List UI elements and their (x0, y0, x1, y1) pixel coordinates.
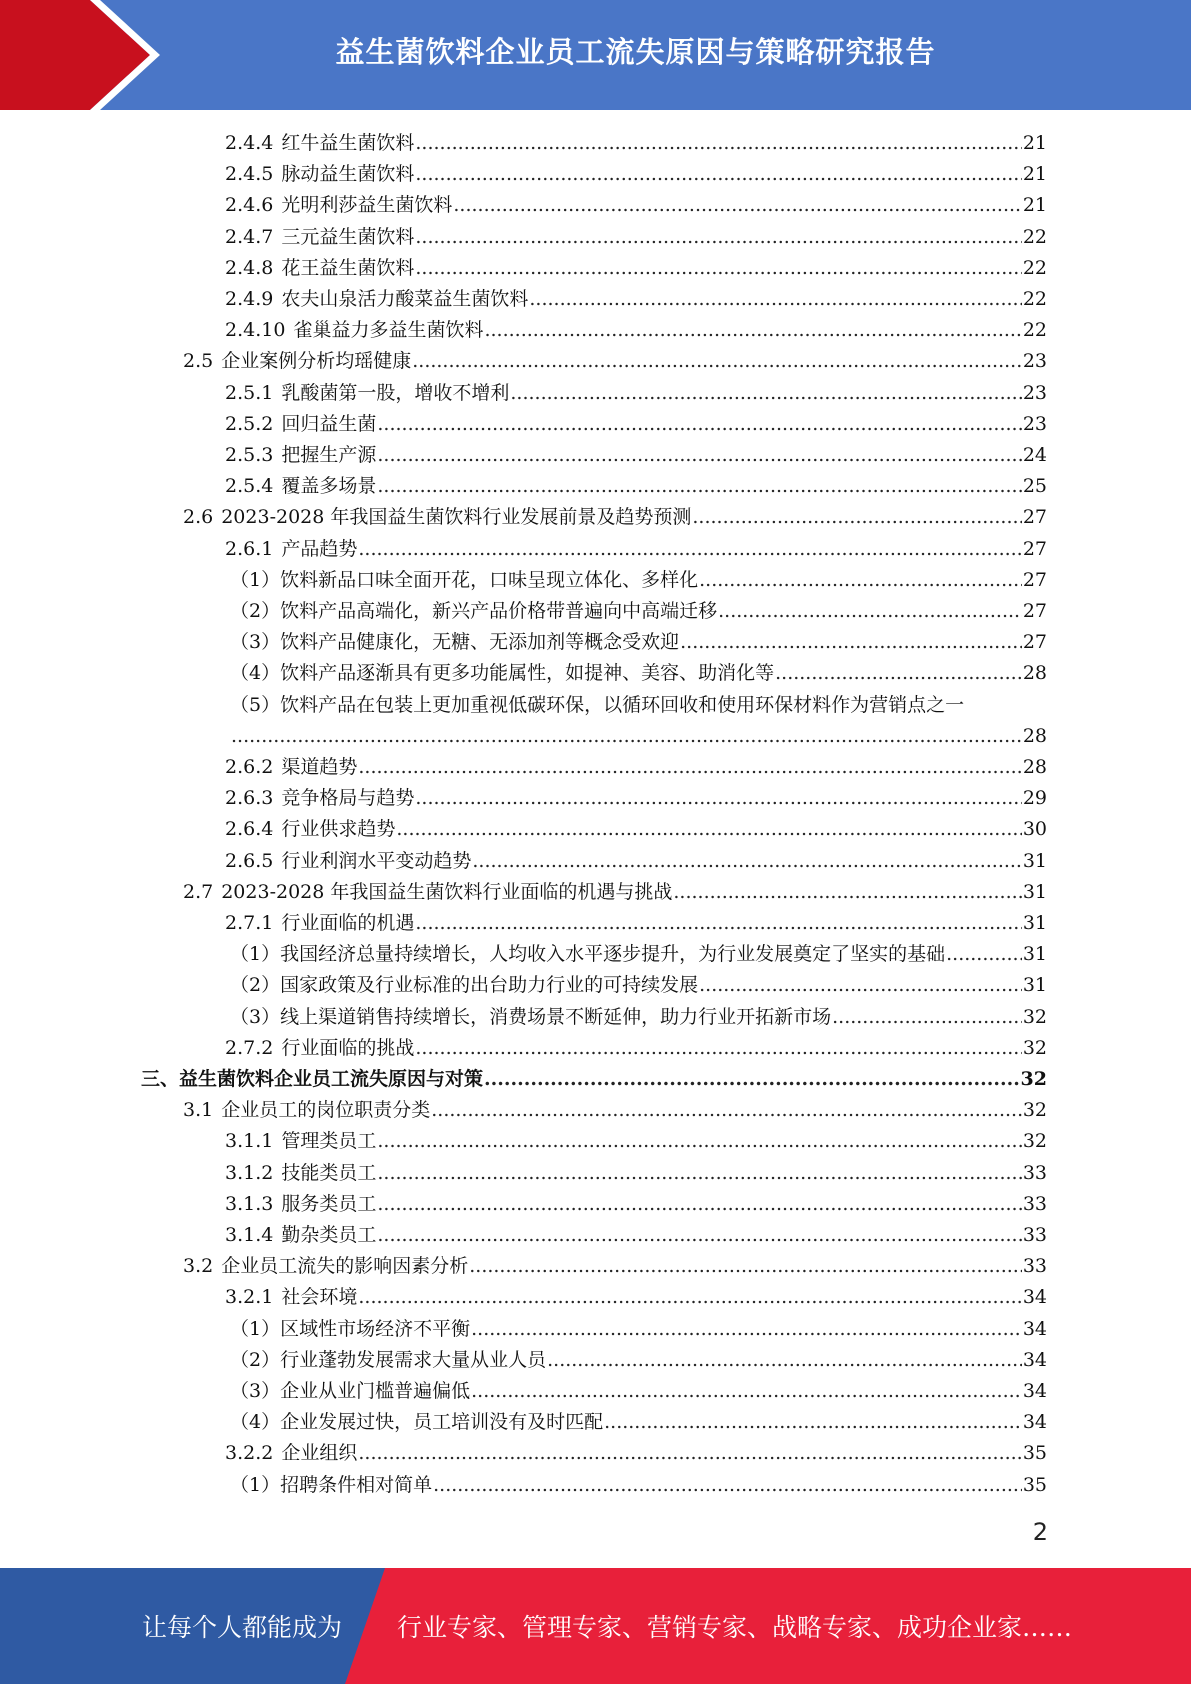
toc-entry[interactable] (0, 876, 1191, 907)
toc-entry-number: （2） (230, 600, 281, 622)
toc-entry-label: 饮料产品在包装上更加重视低碳环保，以循环回收和使用环保材料作为营销点之一 (280, 693, 965, 716)
toc-entry-number: 2.6.4 (225, 818, 274, 841)
toc-entry-label: 回归益生菌 (281, 412, 377, 435)
toc-entry-number: 3.2.1 (225, 1286, 274, 1309)
toc-entry-page: 28 (1022, 724, 1047, 747)
toc-dot-leader (358, 538, 1021, 560)
toc-entry-page: 35 (1022, 1473, 1047, 1496)
toc-entry[interactable] (0, 782, 1191, 813)
toc-entry-label: 技能类员工 (281, 1161, 377, 1184)
toc-entry-number: （4） (230, 662, 281, 685)
toc-entry-number: 2.7.1 (225, 912, 274, 934)
toc-entry[interactable] (0, 626, 1191, 657)
toc-dot-leader (377, 1193, 1021, 1215)
toc-dot-leader (358, 756, 1021, 778)
toc-entry-number: 三、 (141, 1068, 180, 1090)
toc-entry-page: 33 (1022, 1255, 1047, 1278)
toc-dot-leader (415, 163, 1021, 185)
toc-entry-number: 2.6.2 (225, 756, 274, 778)
toc-entry[interactable] (0, 127, 1191, 158)
toc-entry-number: 2.5 (183, 350, 214, 373)
toc-dot-leader (415, 787, 1021, 809)
toc-dot-leader (692, 506, 1021, 528)
toc-entry-label: 行业利润水平变动趋势 (281, 849, 472, 872)
toc-entry[interactable] (0, 1375, 1191, 1406)
toc-entry-number: 3.1.3 (225, 1192, 274, 1215)
toc-entry[interactable] (0, 283, 1191, 314)
page-number: 2 (1032, 1518, 1048, 1546)
footer-slogan: 让每个人都能成为 (142, 1613, 343, 1642)
toc-entry-page: 33 (1022, 1161, 1047, 1184)
toc-entry-label: 勤杂类员工 (281, 1224, 377, 1246)
footer-tagline: 行业专家、管理专家、营销专家、战略专家、成功企业家…… (397, 1613, 1073, 1642)
toc-entry-label: 2023-2028 年我国益生菌饮料行业面临的机遇与挑战 (221, 880, 673, 903)
toc-entry-page: 23 (1022, 350, 1047, 373)
toc-entry-label: 企业发展过快，员工培训没有及时匹配 (280, 1411, 604, 1434)
toc-entry[interactable] (0, 1032, 1191, 1063)
toc-entry-label: 企业组织 (281, 1442, 358, 1465)
toc-entry-number: 2.5.2 (225, 412, 274, 435)
toc-dot-leader (377, 1130, 1021, 1152)
toc-entry[interactable] (0, 221, 1191, 252)
toc-entry-number: 3.1 (183, 1099, 214, 1122)
toc-dot-leader (680, 631, 1022, 653)
toc-entry-label: 覆盖多场景 (281, 475, 377, 498)
toc-entry-label: 光明利莎益生菌饮料 (281, 194, 453, 217)
page-footer (0, 1568, 1191, 1684)
toc-entry-page: 34 (1022, 1411, 1047, 1434)
toc-dot-leader (529, 288, 1021, 310)
toc-entry-label: 企业从业门槛普遍偏低 (280, 1380, 471, 1402)
toc-entry[interactable] (0, 470, 1191, 501)
toc-dot-leader (453, 194, 1021, 216)
toc-entry[interactable] (0, 439, 1191, 470)
toc-entry-label: 招聘条件相对简单 (280, 1473, 433, 1496)
toc-entry-page: 31 (1022, 974, 1047, 997)
toc-entry[interactable] (0, 1094, 1191, 1125)
toc-entry-number: 2.4.4 (225, 132, 274, 154)
toc-entry-page: 27 (1022, 568, 1047, 591)
toc-entry-label: 管理类员工 (281, 1130, 377, 1153)
toc-entry-number: （2） (230, 974, 281, 997)
toc-entry-page: 32 (1022, 1036, 1047, 1059)
toc-entry-page: 34 (1022, 1380, 1047, 1402)
toc-entry[interactable] (0, 377, 1191, 408)
toc-entry-number: （3） (230, 1380, 281, 1402)
toc-dot-leader (604, 1411, 1022, 1433)
toc-entry[interactable] (0, 408, 1191, 439)
toc-entry-label: 乳酸菌第一股，增收不增利 (281, 381, 510, 404)
toc-entry-page: 32 (1022, 1130, 1047, 1153)
toc-dot-leader (415, 226, 1021, 248)
toc-entry-label: 三元益生菌饮料 (281, 225, 415, 248)
toc-entry-label: 农夫山泉活力酸菜益生菌饮料 (281, 288, 529, 310)
toc-entry-label: 饮料产品高端化，新兴产品价格带普遍向中高端迁移 (280, 600, 718, 622)
toc-entry-number: （3） (230, 1005, 281, 1028)
toc-dot-leader (415, 1037, 1021, 1059)
toc-dot-leader (699, 569, 1022, 591)
report-title: 益生菌饮料企业员工流失原因与策略研究报告 (335, 34, 936, 69)
toc-entry-label: 把握生产源 (281, 444, 377, 466)
toc-entry[interactable] (0, 345, 1191, 376)
toc-entry-page: 23 (1022, 412, 1047, 435)
toc-entry-page: 28 (1022, 662, 1047, 685)
toc-dot-leader (358, 1442, 1021, 1464)
toc-entry[interactable] (0, 158, 1191, 189)
toc-entry-label: 2023-2028 年我国益生菌饮料行业发展前景及趋势预测 (221, 506, 692, 529)
toc-entry-label: 企业员工的岗位职责分类 (221, 1099, 431, 1122)
toc-dot-leader (377, 444, 1021, 466)
toc-entry-number: 2.7.2 (225, 1036, 274, 1059)
toc-entry[interactable] (0, 1437, 1191, 1468)
toc-dot-leader (484, 1068, 1020, 1090)
toc-entry[interactable] (0, 533, 1191, 564)
toc-entry-label: 区域性市场经济不平衡 (280, 1317, 471, 1340)
toc-entry-number: 2.5.4 (225, 475, 274, 498)
toc-entry-label: 雀巢益力多益生菌饮料 (293, 319, 484, 342)
toc-entry[interactable] (0, 657, 1191, 688)
toc-dot-leader (231, 725, 1022, 747)
toc-entry[interactable] (0, 1125, 1191, 1156)
toc-entry-page: 25 (1022, 475, 1047, 498)
toc-entry-page: 33 (1022, 1192, 1047, 1215)
toc-entry-page: 30 (1022, 818, 1047, 841)
toc-entry-page: 29 (1022, 787, 1047, 810)
toc-entry-label: 产品趋势 (281, 537, 358, 560)
toc-entry-label: 行业蓬勃发展需求大量从业人员 (280, 1348, 547, 1371)
toc-entry-page: 32 (1020, 1068, 1047, 1090)
toc-dot-leader (471, 1380, 1022, 1402)
toc-entry-label: 企业员工流失的影响因素分析 (221, 1255, 469, 1278)
toc-dot-leader (412, 350, 1022, 372)
toc-entry[interactable] (0, 314, 1191, 345)
toc-entry-number: 2.4.7 (225, 225, 274, 248)
toc-dot-leader (377, 413, 1021, 435)
toc-entry[interactable] (0, 751, 1191, 782)
toc-entry-page: 21 (1022, 194, 1047, 217)
toc-entry-number: 3.2 (183, 1255, 214, 1278)
toc-dot-leader (377, 475, 1021, 497)
toc-entry-number: （1） (230, 1473, 281, 1496)
toc-entry-page: 21 (1022, 163, 1047, 186)
toc-entry-label: 益生菌饮料企业员工流失原因与对策 (179, 1068, 484, 1090)
toc-dot-leader (415, 257, 1021, 279)
toc-entry-number: （1） (230, 1317, 281, 1340)
toc-entry-page: 34 (1022, 1317, 1047, 1340)
toc-dot-leader (718, 600, 1022, 622)
toc-entry-number: 3.1.4 (225, 1224, 274, 1246)
toc-entry-page: 22 (1022, 319, 1047, 342)
toc-entry-label: 饮料产品健康化，无糖、无添加剂等概念受欢迎 (280, 631, 680, 654)
toc-entry-number: （1） (230, 568, 281, 591)
toc-entry[interactable] (0, 1250, 1191, 1281)
toc-entry-number: 2.5.1 (225, 381, 274, 404)
toc-entry-page: 22 (1022, 225, 1047, 248)
toc-entry-number: （5） (230, 693, 281, 716)
toc-entry-page: 31 (1022, 880, 1047, 903)
toc-entry[interactable] (0, 1063, 1191, 1094)
toc-entry[interactable] (0, 1344, 1191, 1375)
toc-entry-number: （1） (230, 943, 281, 966)
toc-entry-page: 34 (1022, 1286, 1047, 1309)
toc-dot-leader (946, 943, 1022, 965)
toc-entry-number: 3.1.2 (225, 1161, 274, 1184)
toc-entry-label: 服务类员工 (281, 1192, 377, 1215)
toc-entry-label: 饮料产品逐渐具有更多功能属性，如提神、美容、助消化等 (280, 662, 775, 685)
header-arrow-decoration (0, 0, 200, 110)
toc-entry-label: 我国经济总量持续增长，人均收入水平逐步提升，为行业发展奠定了坚实的基础 (280, 943, 946, 966)
toc-entry-number: 2.4.6 (225, 194, 274, 217)
toc-entry-label: 花王益生菌饮料 (281, 256, 415, 279)
toc-entry-page: 24 (1022, 444, 1047, 466)
toc-entry[interactable] (0, 720, 1191, 751)
toc-entry-page: 35 (1022, 1442, 1047, 1465)
toc-dot-leader (415, 132, 1021, 154)
toc-entry[interactable] (0, 938, 1191, 969)
toc-entry-number: 2.4.5 (225, 163, 274, 186)
toc-entry-page: 27 (1022, 600, 1047, 622)
toc-entry-page: 21 (1022, 132, 1047, 154)
toc-entry-number: （2） (230, 1348, 281, 1371)
toc-entry-number: 2.5.3 (225, 444, 274, 466)
toc-entry-number: 3.2.2 (225, 1442, 274, 1465)
toc-entry[interactable] (0, 595, 1191, 626)
toc-entry-label: 饮料新品口味全面开花，口味呈现立体化、多样化 (280, 568, 699, 591)
toc-entry[interactable] (0, 501, 1191, 532)
toc-entry-page: 23 (1022, 381, 1047, 404)
toc-dot-leader (415, 912, 1021, 934)
toc-entry[interactable] (0, 252, 1191, 283)
toc-dot-leader (471, 1318, 1022, 1340)
toc-entry[interactable] (0, 813, 1191, 844)
toc-entry-page: 32 (1022, 1099, 1047, 1122)
toc-entry-page: 31 (1022, 912, 1047, 934)
toc-entry-number: 2.4.10 (225, 319, 286, 342)
toc-dot-leader (775, 662, 1022, 684)
toc-entry-number: 2.6.1 (225, 537, 274, 560)
toc-entry-label: 行业供求趋势 (281, 818, 396, 841)
toc-entry[interactable] (0, 1313, 1191, 1344)
toc-entry-page: 32 (1022, 1005, 1047, 1028)
toc-entry[interactable] (0, 189, 1191, 220)
toc-entry-label: 脉动益生菌饮料 (281, 163, 415, 186)
toc-entry-number: 3.1.1 (225, 1130, 274, 1153)
toc-entry[interactable] (0, 969, 1191, 1000)
toc-entry-label: 企业案例分析均瑶健康 (221, 350, 412, 373)
toc-entry-page: 28 (1022, 756, 1047, 778)
toc-entry-number: 2.4.8 (225, 256, 274, 279)
toc-entry-label: 国家政策及行业标准的出台助力行业的可持续发展 (280, 974, 699, 997)
toc-dot-leader (358, 1286, 1021, 1308)
toc-dot-leader (377, 1162, 1021, 1184)
toc-dot-leader (377, 1224, 1021, 1246)
toc-entry-label: 行业面临的挑战 (281, 1036, 415, 1059)
toc-dot-leader (469, 1255, 1022, 1277)
toc-entry[interactable] (0, 1281, 1191, 1312)
toc-entry-number: 2.6.3 (225, 787, 274, 810)
toc-entry[interactable] (0, 845, 1191, 876)
toc-dot-leader (547, 1349, 1022, 1371)
toc-entry-page: 27 (1022, 631, 1047, 654)
page-header (0, 0, 1191, 110)
toc-dot-leader (433, 1474, 1022, 1496)
toc-entry-label: 社会环境 (281, 1286, 358, 1309)
toc-entry-label: 渠道趋势 (281, 756, 358, 778)
toc-entry-label: 线上渠道销售持续增长，消费场景不断延伸，助力行业开拓新市场 (280, 1005, 832, 1028)
toc-entry-page: 22 (1022, 256, 1047, 279)
toc-dot-leader (472, 850, 1021, 872)
toc-entry-number: 2.7 (183, 880, 214, 903)
toc-entry-page: 34 (1022, 1348, 1047, 1371)
toc-entry-number: 2.6 (183, 506, 214, 529)
toc-entry-number: （3） (230, 631, 281, 654)
toc-entry-page: 27 (1022, 537, 1047, 560)
toc-dot-leader (484, 319, 1021, 341)
toc-entry[interactable] (0, 689, 1191, 720)
toc-entry[interactable] (0, 907, 1191, 938)
toc-entry[interactable] (0, 1219, 1191, 1250)
toc-entry-page: 22 (1022, 288, 1047, 310)
toc-entry-label: 红牛益生菌饮料 (281, 132, 415, 154)
toc-entry[interactable] (0, 1001, 1191, 1032)
toc-entry-number: 2.6.5 (225, 849, 274, 872)
toc-dot-leader (673, 881, 1021, 903)
toc-entry-page: 31 (1022, 943, 1047, 966)
toc-entry-page: 27 (1022, 506, 1047, 529)
toc-dot-leader (396, 818, 1021, 840)
toc-entry-page: 31 (1022, 849, 1047, 872)
toc-entry[interactable] (0, 564, 1191, 595)
toc-entry[interactable] (0, 1469, 1191, 1500)
toc-entry[interactable] (0, 1188, 1191, 1219)
toc-entry[interactable] (0, 1406, 1191, 1437)
toc-entry-label: 竞争格局与趋势 (281, 787, 415, 810)
toc-entry-number: 2.4.9 (225, 288, 274, 310)
toc-entry-label: 行业面临的机遇 (281, 912, 415, 934)
toc-dot-leader (510, 382, 1021, 404)
toc-dot-leader (832, 1006, 1022, 1028)
toc-entry-number: （4） (230, 1411, 281, 1434)
toc-dot-leader (699, 974, 1022, 996)
toc-entry-page: 33 (1022, 1224, 1047, 1246)
toc-entry[interactable] (0, 1157, 1191, 1188)
toc-dot-leader (431, 1099, 1022, 1121)
